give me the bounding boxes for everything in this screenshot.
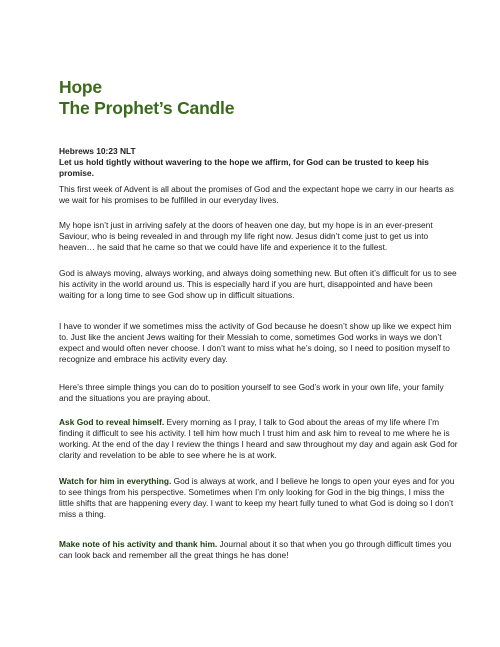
step-text: Every morning as I pray, I talk to God about the areas of my life where I’m finding it difficult to see his activity. I tell him how much I trust him and ask him to reveal to me where he is working. At the end of the day I review the things I heard and saw throughout my day and again ask God for clarity and revelation to be able to see where he is at work. [59,417,458,460]
step-lead: Make note of his activity and thank him. [59,539,218,549]
paragraph-text: This first week of Advent is all about the promises of God and the expectant hope we carry in our hearts as we wait for his promises to be fulfilled in our everyday lives. [59,184,454,205]
paragraph-advent-intro [59,184,459,206]
paragraph-text: I have to wonder if we sometimes miss the activity of God because he doesn’t show up like we expect him to. Just like the ancient Jews waiting for their Messiah to come, sometimes God works in ways we don’t expect and would often never choose. I don’t want to miss what he’s doing, so I need to position myself to recognize and embrace his activity every day. [59,321,452,364]
scripture-reference: Hebrews 10:23 NLT [59,146,136,156]
step-text: God is always at work, and I believe he longs to open your eyes and for you to see things from his perspective. Sometimes when I’m only looking for God in the big things, I miss the little shifts that are happening every day. I want to keep my heart fully tuned to what God is doing so I don’t miss a thing. [59,476,455,519]
paragraph-text: My hope isn’t just in arriving safely at the doors of heaven one day, but my hope is in an ever-present Saviour, who is being revealed in and through my life right now. Jesus didn’t come just to get us into heaven… he said that he came so that we could have life and experience it to the fullest. [59,220,433,252]
step-paragraph [59,476,459,520]
paragraph-god-moving [59,268,459,301]
scripture-verse: Let us hold tightly without wavering to the hope we affirm, for God can be trusted to keep his promise. [59,157,429,178]
step-lead: Watch for him in everything. [59,476,172,486]
step-paragraph [59,417,459,461]
page-title: Hope [59,77,102,97]
step-ask-god [59,417,459,461]
paragraph-wonder [59,321,459,365]
step-paragraph [59,539,459,561]
step-make-note [59,539,459,561]
paragraph-text: Here’s three simple things you can do to position yourself to see God’s work in your own life, your family and the situations you are praying about. [59,382,444,403]
scripture-block [59,146,459,179]
paragraph-text: God is always moving, always working, and always doing something new. But often it’s difficult for us to see his activity in the world around us. This is especially hard if you are hurt, disappointed and have been waiting for a long time to see God show up in difficult situations. [59,268,457,300]
step-text: Journal about it so that when you go through difficult times you can look back and remember all the great things he has done! [59,539,452,560]
step-watch [59,476,459,520]
paragraph-hope [59,220,459,253]
paragraph-three-things [59,382,459,404]
step-lead: Ask God to reveal himself. [59,417,165,427]
page-subtitle: The Prophet’s Candle [59,98,235,118]
